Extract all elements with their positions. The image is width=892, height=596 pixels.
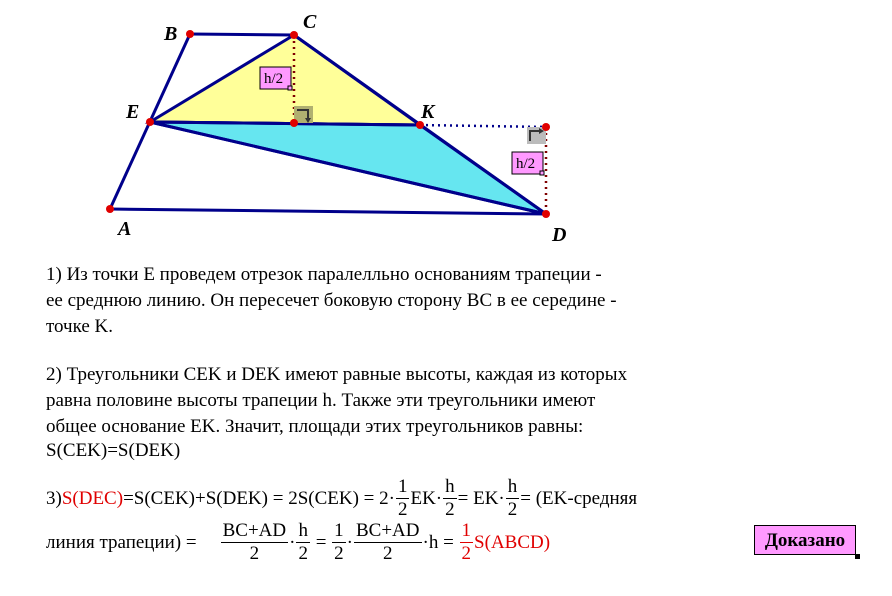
step-2-line-3: общее основание EK. Значит, площади этих треугольников равны: xyxy=(46,416,584,437)
step-1-line-3: точке K. xyxy=(46,316,114,337)
fraction-one-half: $\frac{1}{2}$ xyxy=(397,476,408,520)
label-a: A xyxy=(118,218,132,240)
label-k: K xyxy=(421,101,435,123)
point-e xyxy=(146,118,154,126)
formula-eq-ek: = EK· xyxy=(457,487,505,509)
formula-ek: EK· xyxy=(410,487,443,509)
height-label-c xyxy=(260,67,292,90)
fraction-one-half-red: $\frac{1}{2}$ xyxy=(461,520,472,564)
fraction-bc-ad-half-2: $\frac{BC+AD}{2}$ xyxy=(355,520,420,564)
label-d: D xyxy=(552,224,567,246)
point-b xyxy=(186,30,194,38)
formula-s-dec: S(DEC) xyxy=(61,487,124,509)
svg-text:h/2: h/2 xyxy=(264,71,284,87)
ek-extension xyxy=(420,125,546,127)
step-1-line-1: 1) Из точки E проведем отрезок паралелльно основаниям трапеции - xyxy=(46,264,602,285)
step-3-formula-line-2: линия трапеции) = $\frac{BC+AD}{2}$ · $\frac{h}{2}$ = $\frac{1}{2}$ · $\frac{BC+AD}{2}$ ·h = $\frac{1}{2}$ S(ABCD) xyxy=(46,520,551,564)
height-label-d xyxy=(512,152,544,175)
point-mid xyxy=(290,119,298,127)
label-c: C xyxy=(303,11,317,33)
side-bc xyxy=(190,34,294,35)
point-foot-d xyxy=(542,123,550,131)
formula-tail: = (EK-средняя xyxy=(520,487,638,509)
svg-text:h/2: h/2 xyxy=(516,156,536,172)
step-2-line-2: равна половине высоты трапеции h. Также эти треугольники имеют xyxy=(46,390,596,411)
step-2-line-4: S(CEK)=S(DEK) xyxy=(46,440,181,461)
fraction-h-half-3: $\frac{h}{2}$ xyxy=(298,520,308,564)
formula-line2-prefix: линия трапеции) = xyxy=(46,531,197,553)
formula-part1: =S(CEK)+S(DEK) = 2S(CEK) = 2· xyxy=(123,487,395,509)
step-3-formula-line-1 xyxy=(46,476,637,521)
trapezoid-diagram xyxy=(0,0,892,260)
label-b: B xyxy=(164,23,178,45)
label-e: E xyxy=(126,101,140,123)
point-c xyxy=(290,31,298,39)
point-d xyxy=(542,210,550,218)
fraction-bc-ad-half: $\frac{BC+AD}{2}$ xyxy=(222,520,287,564)
proved-button[interactable]: Доказано xyxy=(754,525,856,555)
fraction-h-half-2: $\frac{h}{2}$ xyxy=(507,476,518,520)
point-a xyxy=(106,205,114,213)
step-2-line-1: 2) Треугольники CEK и DEK имеют равные высоты, каждая из которых xyxy=(46,364,628,385)
fraction-one-half-2: $\frac{1}{2}$ xyxy=(334,520,344,564)
side-ad xyxy=(110,209,546,214)
fraction-h-half: $\frac{h}{2}$ xyxy=(445,476,455,520)
step-1-line-2: ее среднюю линию. Он пересечет боковую сторону BC в ее середине - xyxy=(46,290,617,311)
formula-s-abcd: S(ABCD) xyxy=(474,531,551,553)
formula-prefix: 3) xyxy=(46,487,62,509)
